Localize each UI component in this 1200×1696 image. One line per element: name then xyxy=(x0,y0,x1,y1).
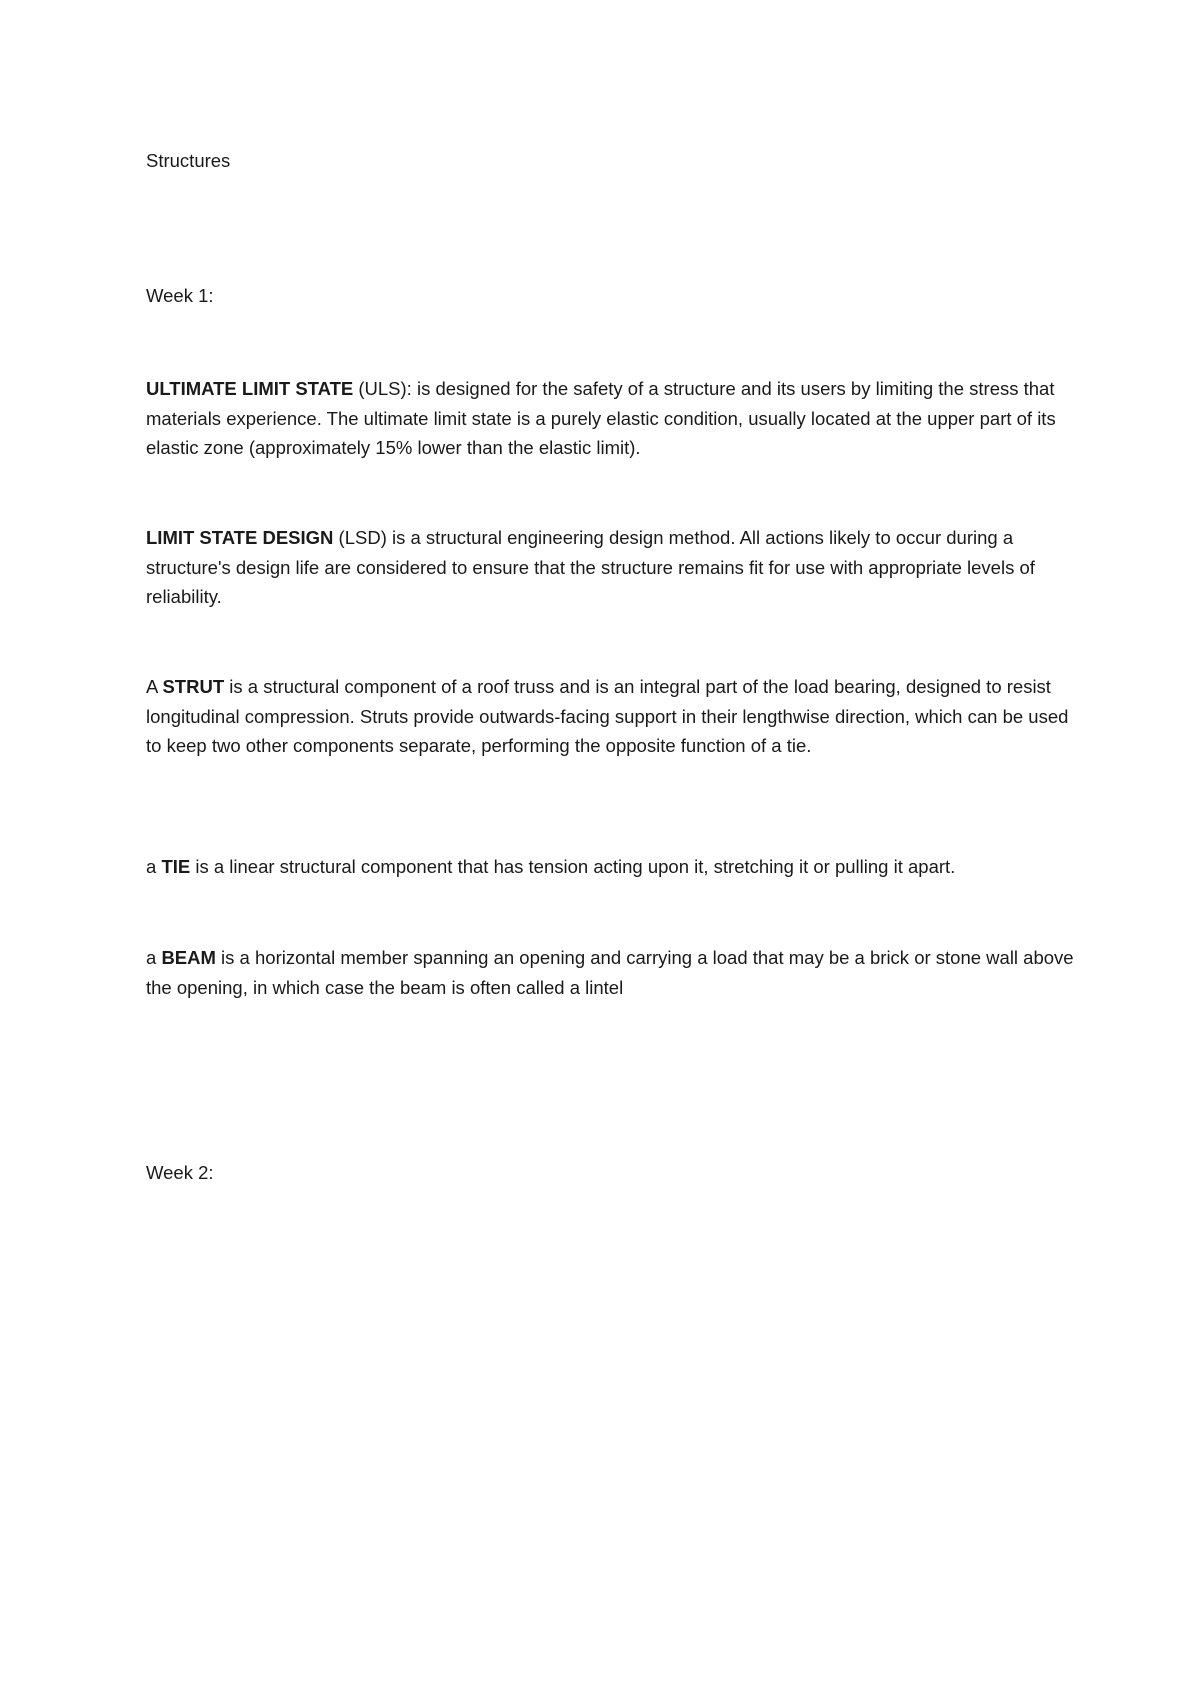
paragraph-tie xyxy=(146,852,1076,882)
term-strut: STRUT xyxy=(162,676,225,697)
definition-strut: is a structural component of a roof truss and is an integral part of the load bearing, designed to resist longitudinal compression. Struts provide outwards-facing support in their lengthwise direction, which can be used to keep two other components separate, performing the opposite function of a tie. xyxy=(146,676,1069,756)
term-beam: BEAM xyxy=(161,947,216,968)
paragraph-uls xyxy=(146,374,1076,463)
term-lsd: LIMIT STATE DESIGN xyxy=(146,527,334,548)
prefix-strut: A xyxy=(146,676,163,697)
week-2-heading: Week 2: xyxy=(146,1162,214,1183)
term-tie: TIE xyxy=(161,856,191,877)
prefix-beam: a xyxy=(146,947,162,968)
definition-tie: is a linear structural component that has tension acting upon it, stretching it or pulling it apart. xyxy=(190,856,956,877)
definition-uls: (ULS): is designed for the safety of a structure and its users by limiting the stress that materials experience. The ultimate limit state is a purely elastic condition, usually located at the upper part of its elastic zone (approximately 15% lower than the elastic limit). xyxy=(146,378,1056,458)
definition-beam: is a horizontal member spanning an opening and carrying a load that may be a brick or stone wall above the opening, in which case the beam is often called a lintel xyxy=(146,947,1074,998)
definition-lsd: (LSD) is a structural engineering design method. All actions likely to occur during a structure's design life are considered to ensure that the structure remains fit for use with appropriate levels of reliability. xyxy=(146,527,1035,607)
prefix-tie: a xyxy=(146,856,162,877)
paragraph-lsd xyxy=(146,523,1076,612)
paragraph-strut xyxy=(146,672,1076,761)
document-title: Structures xyxy=(146,150,231,171)
week-1-heading: Week 1: xyxy=(146,285,214,306)
term-uls: ULTIMATE LIMIT STATE xyxy=(146,378,354,399)
paragraph-beam xyxy=(146,943,1076,1002)
